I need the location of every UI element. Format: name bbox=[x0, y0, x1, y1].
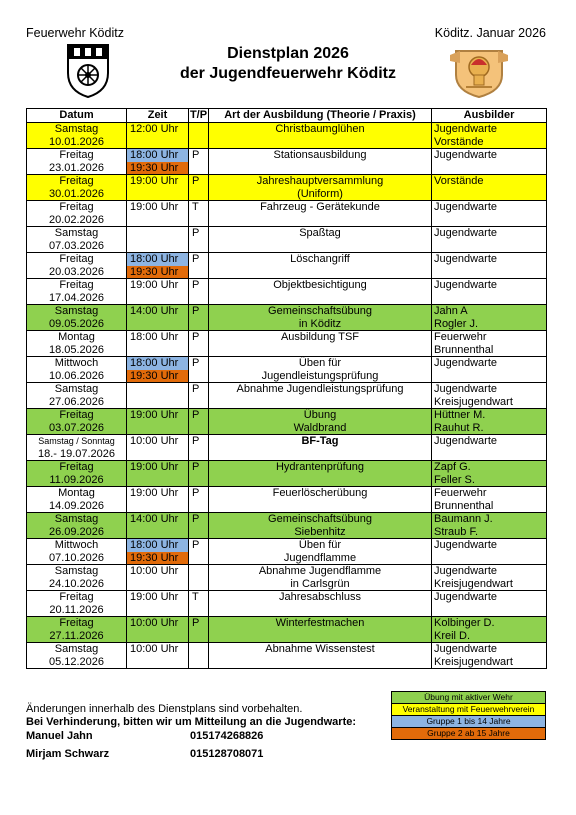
legend bbox=[391, 692, 546, 740]
time-cell bbox=[127, 357, 189, 383]
time-cell bbox=[127, 565, 189, 591]
instructor-cell bbox=[432, 435, 547, 461]
coat-of-arms-icon bbox=[66, 43, 110, 99]
instructor-line: Jugendwarte bbox=[434, 227, 497, 239]
instructor-cell bbox=[432, 539, 547, 565]
instructor-cell bbox=[432, 565, 547, 591]
instructor-line: Jugendwarte bbox=[434, 201, 497, 213]
date: 14.09.2026 bbox=[48, 499, 105, 512]
time-cell bbox=[127, 617, 189, 643]
training-cell bbox=[209, 487, 432, 513]
date-cell bbox=[27, 149, 127, 175]
training-cell bbox=[209, 279, 432, 305]
footer-note: Änderungen innerhalb des Dienstplans sind vorbehalten. bbox=[26, 703, 303, 715]
time-slot-group2: 19:30 Uhr bbox=[127, 552, 188, 565]
table-row bbox=[27, 201, 547, 227]
date: 20.02.2026 bbox=[48, 213, 105, 226]
time-cell bbox=[127, 409, 189, 435]
time-slot-group2: 19:30 Uhr bbox=[127, 266, 188, 279]
instructor-line: Jugendwarte bbox=[434, 383, 497, 395]
training-line: Üben für bbox=[298, 357, 342, 369]
instructor-cell bbox=[432, 643, 547, 669]
date: 07.10.2026 bbox=[48, 551, 105, 564]
date-cell bbox=[27, 227, 127, 253]
instructor-cell bbox=[432, 227, 547, 253]
time-slot bbox=[127, 227, 188, 240]
instructor-cell bbox=[432, 253, 547, 279]
date-cell bbox=[27, 565, 127, 591]
date-cell bbox=[27, 461, 127, 487]
time-slot: 14:00 Uhr bbox=[130, 305, 179, 317]
table-row bbox=[27, 149, 547, 175]
instructor-cell bbox=[432, 617, 547, 643]
jugendfeuerwehr-badge-icon bbox=[450, 43, 508, 99]
table-row bbox=[27, 539, 547, 565]
instructor-line: Jugendwarte bbox=[434, 123, 497, 135]
time-cell bbox=[127, 643, 189, 669]
instructor-cell bbox=[432, 461, 547, 487]
instructor-line: Jugendwarte bbox=[434, 357, 497, 369]
date: 09.05.2026 bbox=[48, 317, 105, 330]
time-cell bbox=[127, 539, 189, 565]
training-cell bbox=[209, 175, 432, 201]
time-cell bbox=[127, 253, 189, 279]
training-line: Jugendleistungsprüfung bbox=[261, 369, 379, 382]
instructor-line: Kreil D. bbox=[434, 629, 471, 642]
weekday: Freitag bbox=[59, 591, 94, 603]
legend-yellow: Veranstaltung mit Feuerwehrverein bbox=[391, 703, 546, 716]
training-line: Üben für bbox=[298, 539, 342, 551]
instructor-line: Jugendwarte bbox=[434, 565, 497, 577]
training-cell bbox=[209, 383, 432, 409]
weekday: Freitag bbox=[59, 201, 94, 213]
instructor-line: Rogler J. bbox=[434, 317, 479, 330]
table-row bbox=[27, 487, 547, 513]
table-row bbox=[27, 253, 547, 279]
instructor-line: Straub F. bbox=[434, 525, 479, 538]
weekday: Freitag bbox=[59, 149, 94, 161]
tp-cell: P bbox=[189, 487, 209, 513]
instructor-line: Jugendwarte bbox=[434, 643, 497, 655]
instructor-line: Vorstände bbox=[434, 175, 484, 187]
date: 20.03.2026 bbox=[48, 265, 105, 278]
table-row bbox=[27, 591, 547, 617]
tp-cell: P bbox=[189, 149, 209, 175]
tp-cell: P bbox=[189, 305, 209, 331]
contact-phone-1: 015174268826 bbox=[190, 730, 264, 742]
training-cell bbox=[209, 643, 432, 669]
instructor-cell bbox=[432, 383, 547, 409]
weekday: Montag bbox=[58, 331, 95, 343]
header-art: Art der Ausbildung (Theorie / Praxis) bbox=[209, 109, 432, 123]
date-cell bbox=[27, 279, 127, 305]
tp-cell bbox=[189, 565, 209, 591]
instructor-line: Jugendwarte bbox=[434, 591, 497, 603]
legend-blue: Gruppe 1 bis 14 Jahre bbox=[391, 715, 546, 728]
training-cell bbox=[209, 227, 432, 253]
date-cell bbox=[27, 175, 127, 201]
date-cell bbox=[27, 253, 127, 279]
training-line: Objektbesichtigung bbox=[273, 279, 367, 291]
training-cell bbox=[209, 617, 432, 643]
header-tp: T/P bbox=[189, 109, 208, 121]
training-line: Jahreshauptversammlung bbox=[256, 175, 384, 187]
date: 05.12.2026 bbox=[48, 655, 105, 668]
time-cell bbox=[127, 487, 189, 513]
instructor-line: Kreisjugendwart bbox=[434, 655, 513, 668]
date: 27.06.2026 bbox=[48, 395, 105, 408]
instructor-cell bbox=[432, 331, 547, 357]
instructor-line: Hüttner M. bbox=[434, 409, 486, 421]
training-cell bbox=[209, 513, 432, 539]
training-line: Christbaumglühen bbox=[275, 123, 365, 135]
table-row bbox=[27, 435, 547, 461]
date: 17.04.2026 bbox=[48, 291, 105, 304]
tp-cell: P bbox=[189, 617, 209, 643]
instructor-cell bbox=[432, 279, 547, 305]
time-slot: 18:00 Uhr bbox=[130, 331, 179, 343]
training-cell bbox=[209, 565, 432, 591]
footer-request: Bei Verhinderung, bitten wir um Mitteilung an die Jugendwarte: bbox=[26, 716, 357, 728]
date: 10.06.2026 bbox=[48, 369, 105, 382]
instructor-line: Jugendwarte bbox=[434, 539, 497, 551]
training-cell bbox=[209, 461, 432, 487]
weekday: Samstag bbox=[54, 123, 99, 135]
tp-cell: T bbox=[189, 591, 209, 617]
training-cell bbox=[209, 201, 432, 227]
document-date: Köditz. Januar 2026 bbox=[434, 26, 546, 40]
time-slot: 14:00 Uhr bbox=[130, 513, 179, 525]
tp-cell: P bbox=[189, 409, 209, 435]
weekday: Samstag bbox=[54, 383, 99, 395]
date-cell bbox=[27, 357, 127, 383]
time-cell bbox=[127, 279, 189, 305]
tp-cell: P bbox=[189, 357, 209, 383]
training-line: in Köditz bbox=[298, 317, 342, 330]
legend-green: Übung mit aktiver Wehr bbox=[391, 691, 546, 704]
weekday: Samstag bbox=[54, 513, 99, 525]
time-cell bbox=[127, 123, 189, 149]
training-line: Waldbrand bbox=[293, 421, 347, 434]
instructor-line: Feuerwehr bbox=[434, 487, 487, 499]
tp-cell: P bbox=[189, 513, 209, 539]
training-line: Abnahme Wissenstest bbox=[265, 643, 375, 655]
page-subtitle: der Jugendfeuerwehr Köditz bbox=[179, 65, 397, 82]
training-cell bbox=[209, 539, 432, 565]
training-cell bbox=[209, 149, 432, 175]
time-cell bbox=[127, 227, 189, 253]
instructor-cell bbox=[432, 175, 547, 201]
table-row bbox=[27, 409, 547, 435]
time-slot: 10:00 Uhr bbox=[130, 617, 179, 629]
instructor-cell bbox=[432, 409, 547, 435]
instructor-cell bbox=[432, 305, 547, 331]
training-line: in Carlsgrün bbox=[290, 577, 350, 590]
instructor-cell bbox=[432, 201, 547, 227]
date-cell bbox=[27, 123, 127, 149]
time-slot: 12:00 Uhr bbox=[130, 123, 179, 135]
date: 23.01.2026 bbox=[48, 161, 105, 174]
training-cell bbox=[209, 123, 432, 149]
time-slot: 19:00 Uhr bbox=[130, 279, 179, 291]
date-cell bbox=[27, 487, 127, 513]
table-row bbox=[27, 383, 547, 409]
date: 27.11.2026 bbox=[49, 629, 104, 642]
weekday: Samstag / Sonntag bbox=[38, 436, 115, 446]
date-cell bbox=[27, 617, 127, 643]
training-line: Fahrzeug - Gerätekunde bbox=[260, 201, 380, 213]
time-slot: 19:00 Uhr bbox=[130, 487, 179, 499]
instructor-cell bbox=[432, 513, 547, 539]
time-cell bbox=[127, 591, 189, 617]
training-line: Ausbildung TSF bbox=[280, 331, 360, 343]
training-line: Feuerlöscherübung bbox=[272, 487, 368, 499]
date: 20.11.2026 bbox=[49, 603, 104, 616]
instructor-line: Brunnenthal bbox=[434, 499, 494, 512]
weekday: Freitag bbox=[59, 461, 94, 473]
weekday: Freitag bbox=[59, 175, 94, 187]
time-cell bbox=[127, 383, 189, 409]
date-cell bbox=[27, 383, 127, 409]
training-line: Spaßtag bbox=[299, 227, 341, 239]
instructor-line: Jugendwarte bbox=[434, 149, 497, 161]
instructor-line: Feller S. bbox=[434, 473, 475, 486]
date-cell bbox=[27, 643, 127, 669]
instructor-cell bbox=[432, 487, 547, 513]
table-row bbox=[27, 175, 547, 201]
table-row bbox=[27, 513, 547, 539]
table-row bbox=[27, 305, 547, 331]
header-ausbilder: Ausbilder bbox=[432, 109, 547, 123]
schedule-table bbox=[26, 108, 547, 669]
instructor-line: Jugendwarte bbox=[434, 253, 497, 265]
training-line: Stationsausbildung bbox=[273, 149, 367, 161]
weekday: Freitag bbox=[59, 617, 94, 629]
date: 11.09.2026 bbox=[49, 473, 104, 486]
time-slot: 19:00 Uhr bbox=[130, 201, 179, 213]
weekday: Samstag bbox=[54, 565, 99, 577]
contact-name-1: Manuel Jahn bbox=[26, 730, 93, 742]
training-cell bbox=[209, 591, 432, 617]
time-slot: 19:00 Uhr bbox=[130, 461, 179, 473]
time-slot-group1: 18:00 Uhr bbox=[127, 253, 188, 266]
training-line: Übung bbox=[303, 409, 337, 421]
time-slot: 19:00 Uhr bbox=[130, 409, 179, 421]
tp-cell bbox=[189, 643, 209, 669]
time-slot-group1: 18:00 Uhr bbox=[127, 357, 188, 370]
time-slot: 10:00 Uhr bbox=[130, 435, 179, 447]
date: 10.01.2026 bbox=[48, 135, 105, 148]
time-cell bbox=[127, 331, 189, 357]
instructor-line: Baumann J. bbox=[434, 513, 493, 525]
instructor-cell bbox=[432, 123, 547, 149]
training-line: Jugendflamme bbox=[283, 551, 357, 564]
training-line: Löschangriff bbox=[290, 253, 350, 265]
time-cell bbox=[127, 513, 189, 539]
table-row bbox=[27, 123, 547, 149]
date-cell bbox=[27, 435, 127, 461]
training-line: Hydrantenprüfung bbox=[275, 461, 365, 473]
weekday: Mittwoch bbox=[54, 539, 99, 551]
time-cell bbox=[127, 201, 189, 227]
date-cell bbox=[27, 591, 127, 617]
org-name: Feuerwehr Köditz bbox=[26, 26, 124, 40]
date: 18.- 19.07.2026 bbox=[37, 447, 116, 460]
training-line: (Uniform) bbox=[297, 187, 343, 200]
table-row bbox=[27, 565, 547, 591]
instructor-cell bbox=[432, 149, 547, 175]
table-row bbox=[27, 617, 547, 643]
instructor-cell bbox=[432, 357, 547, 383]
date: 07.03.2026 bbox=[48, 239, 105, 252]
date: 03.07.2026 bbox=[48, 421, 105, 434]
training-line: BF-Tag bbox=[301, 435, 339, 447]
table-row bbox=[27, 461, 547, 487]
date: 24.10.2026 bbox=[48, 577, 105, 590]
instructor-line: Jugendwarte bbox=[434, 435, 497, 447]
tp-cell: P bbox=[189, 331, 209, 357]
table-row bbox=[27, 357, 547, 383]
tp-cell: P bbox=[189, 227, 209, 253]
tp-cell: P bbox=[189, 279, 209, 305]
date-cell bbox=[27, 409, 127, 435]
training-line: Gemeinschaftsübung bbox=[268, 305, 372, 317]
instructor-line: Zapf G. bbox=[434, 461, 471, 473]
date-cell bbox=[27, 539, 127, 565]
header-datum: Datum bbox=[27, 109, 127, 123]
time-slot-group2: 19:30 Uhr bbox=[127, 370, 188, 383]
time-slot bbox=[127, 383, 188, 396]
contact-name-2: Mirjam Schwarz bbox=[26, 748, 110, 760]
training-line: Jahresabschluss bbox=[279, 591, 361, 603]
instructor-line: Jahn A bbox=[434, 305, 468, 317]
tp-cell: T bbox=[189, 201, 209, 227]
time-cell bbox=[127, 305, 189, 331]
date-cell bbox=[27, 305, 127, 331]
contact-phone-2: 015128708071 bbox=[190, 748, 264, 760]
tp-cell: P bbox=[189, 539, 209, 565]
time-cell bbox=[127, 175, 189, 201]
training-line: Siebenhitz bbox=[294, 525, 346, 538]
table-row bbox=[27, 643, 547, 669]
tp-cell: P bbox=[189, 383, 209, 409]
time-cell bbox=[127, 461, 189, 487]
date-cell bbox=[27, 331, 127, 357]
time-slot: 19:00 Uhr bbox=[130, 591, 179, 603]
tp-cell: P bbox=[189, 461, 209, 487]
training-cell bbox=[209, 331, 432, 357]
instructor-line: Rauhut R. bbox=[434, 421, 484, 434]
instructor-line: Kreisjugendwart bbox=[434, 577, 513, 590]
time-slot-group2: 19:30 Uhr bbox=[127, 162, 188, 175]
weekday: Samstag bbox=[54, 227, 99, 239]
time-slot: 10:00 Uhr bbox=[130, 565, 179, 577]
instructor-line: Kreisjugendwart bbox=[434, 395, 513, 408]
date: 26.09.2026 bbox=[48, 525, 105, 538]
weekday: Mittwoch bbox=[54, 357, 99, 369]
time-slot-group1: 18:00 Uhr bbox=[127, 539, 188, 552]
date-cell bbox=[27, 513, 127, 539]
table-row bbox=[27, 331, 547, 357]
time-slot: 10:00 Uhr bbox=[130, 643, 179, 655]
date: 18.05.2026 bbox=[48, 343, 105, 356]
header-zeit: Zeit bbox=[127, 109, 189, 123]
weekday: Freitag bbox=[59, 253, 94, 265]
instructor-line: Jugendwarte bbox=[434, 279, 497, 291]
page-title: Dienstplan 2026 bbox=[227, 45, 349, 62]
training-cell bbox=[209, 305, 432, 331]
weekday: Samstag bbox=[54, 643, 99, 655]
time-cell bbox=[127, 149, 189, 175]
training-cell bbox=[209, 357, 432, 383]
table-row bbox=[27, 279, 547, 305]
training-line: Gemeinschaftsübung bbox=[268, 513, 372, 525]
training-line: Abnahme Jugendleistungsprüfung bbox=[236, 383, 404, 395]
legend-orange: Gruppe 2 ab 15 Jahre bbox=[391, 727, 546, 740]
training-cell bbox=[209, 409, 432, 435]
training-line: Winterfestmachen bbox=[275, 617, 365, 629]
instructor-cell bbox=[432, 591, 547, 617]
time-slot-group1: 18:00 Uhr bbox=[127, 149, 188, 162]
time-slot: 19:00 Uhr bbox=[130, 175, 179, 187]
instructor-line: Vorstände bbox=[434, 135, 484, 148]
instructor-line: Brunnenthal bbox=[434, 343, 494, 356]
tp-cell: P bbox=[189, 175, 209, 201]
table-header-row bbox=[27, 109, 547, 123]
instructor-line: Feuerwehr bbox=[434, 331, 487, 343]
table-row bbox=[27, 227, 547, 253]
date-cell bbox=[27, 201, 127, 227]
tp-cell: P bbox=[189, 253, 209, 279]
weekday: Freitag bbox=[59, 279, 94, 291]
tp-cell: P bbox=[189, 435, 209, 461]
training-line: Abnahme Jugendflamme bbox=[258, 565, 382, 577]
time-cell bbox=[127, 435, 189, 461]
weekday: Montag bbox=[58, 487, 95, 499]
weekday: Freitag bbox=[59, 409, 94, 421]
tp-cell bbox=[189, 123, 209, 149]
date: 30.01.2026 bbox=[48, 187, 105, 200]
training-cell bbox=[209, 253, 432, 279]
instructor-line: Kolbinger D. bbox=[434, 617, 495, 629]
weekday: Samstag bbox=[54, 305, 99, 317]
training-cell bbox=[209, 435, 432, 461]
